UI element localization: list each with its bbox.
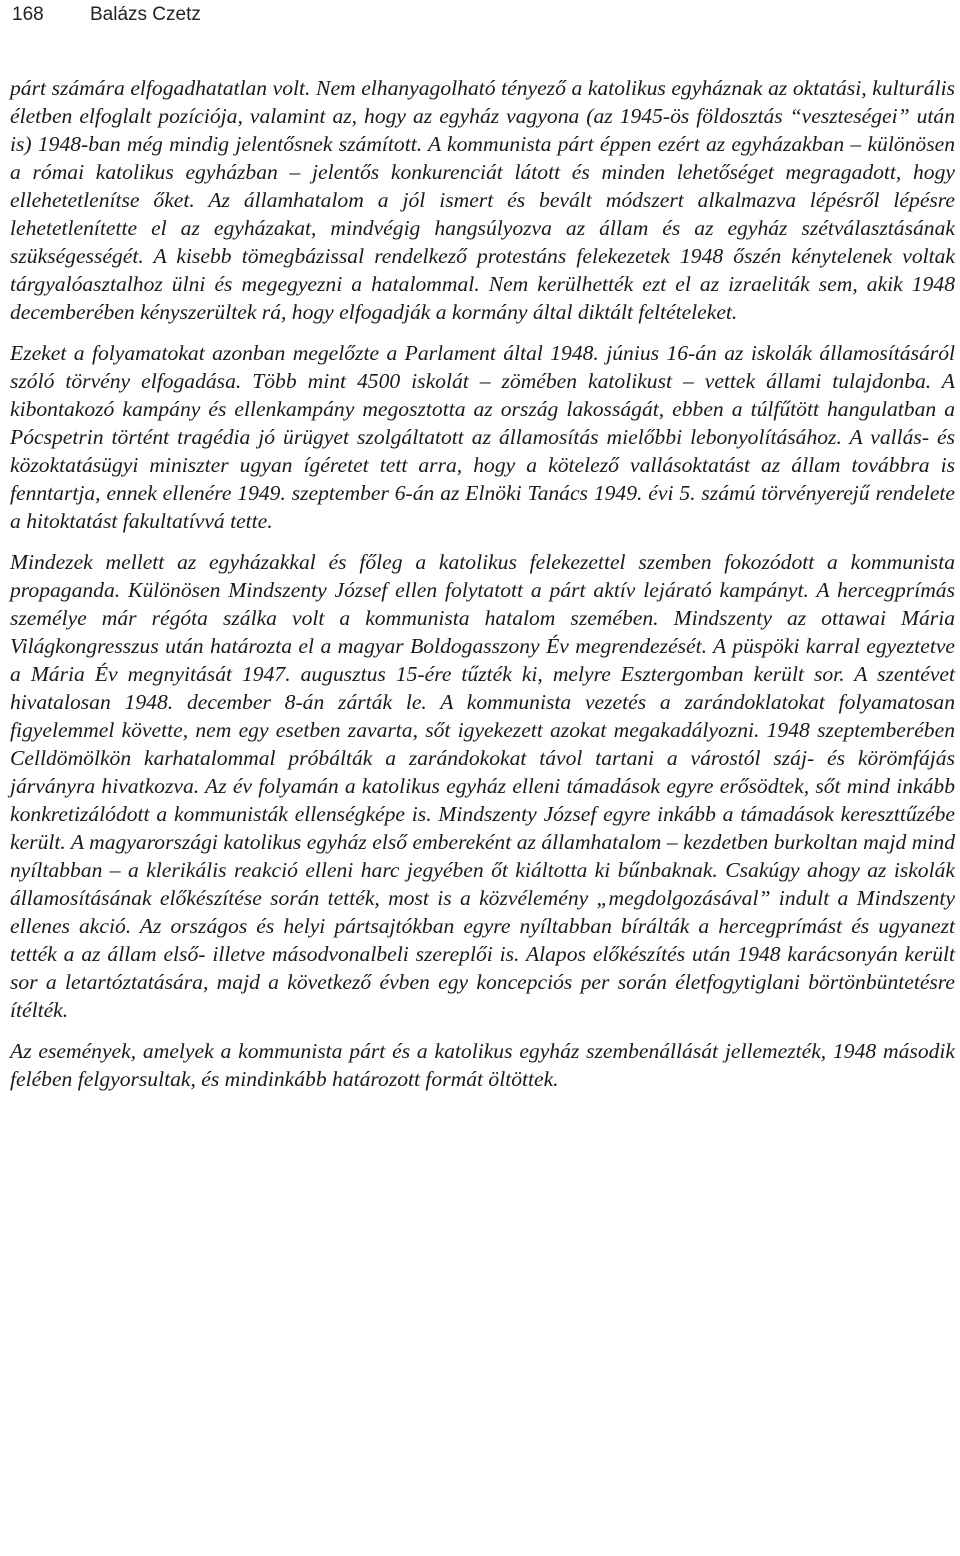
page-header — [12, 0, 201, 30]
paragraph: párt számára elfogadhatatlan volt. Nem elhanyagolható tényező a katolikus egyháznak az oktatási, kulturális életben elfoglalt pozíciója, valamint az, hogy az egyház vagyona (az 1945-ös földosztás “veszteségei” után is) 1948-ban még mindig jelentősnek számított. A kommunista párt éppen ezért az egyházakban – különösen a római katolikus egyházban – jelentős konkurenciát látott és minden lehetőséget megragadott, hogy ellehetetlenítse őket. Az államhatalom a jól ismert és bevált módszert alkalmazva lépésről lépésre lehetetlenítette el az egyházakat, mindvégig hangsúlyozva az állam és az egyház szétválasztásának szükségességét. A kisebb tömegbázissal rendelkező protestáns felekezetek 1948 őszén kénytelenek voltak tárgyalóasztalhoz ülni és megegyezni a hatalommal. Nem kerülhették ezt el az izraeliták sem, akik 1948 decemberében kényszerültek rá, hogy elfogadják a kormány által diktált feltételeket. — [10, 76, 955, 324]
page-number: 168 — [12, 4, 44, 25]
paragraph: Mindezek mellett az egyházakkal és főleg a katolikus felekezettel szemben fokozódott a kommunista propaganda. Különösen Mindszenty József ellen folytatott a párt aktív lejárató kampányt. A hercegprímás személye már régóta szálka volt a kommunista hatalom szemében. Mindszenty az ottawai Mária Világkongresszus után határozta el a magyar Boldogasszony Év megrendezését. A püspöki karral egyeztetve a Mária Év megnyitását 1947. augusztus 15-ére tűzték ki, melyre Esztergomban került sor. A szentévet hivatalosan 1948. december 8-án zárták le. A kommunista vezetés a zarándoklatokat folyamatosan figyelemmel követte, nem egy esetben zavarta, sőt igyekezett azokat megakadályozni. 1948 szeptemberében Celldömölkön karhatalommal próbálták a zarándokokat távol tartani a várostól száj- és körömfájás járványra hivatkozva. Az év folyamán a katolikus egyház elleni támadások egyre erősödtek, sőt mind inkább konkretizálódott a kommunisták ellenségképe is. Mindszenty József egyre inkább a támadások kereszttűzébe került. A magyarországi katolikus egyház első embereként az államhatalom – kezdetben burkoltan majd mind nyíltabban – a klerikális reakció elleni harc jegyében őt kiáltotta ki bűnbaknak. Csakúgy ahogy az iskolák államosításának előkészítése során tették, most is a közvélemény „megdolgozásával” indult a Mindszenty ellenes akció. Az országos és helyi pártsajtókban egyre nyíltabban bírálták a hercegprímást és ugyanezt tették a az állam első- illetve másodvonalbeli szereplői is. Alapos előkészítés után 1948 karácsonyán került sor a letartóztatására, majd a következő évben egy koncepciós per során életfogytiglani börtönbüntetésre ítélték. — [10, 550, 955, 1022]
paragraph: Az események, amelyek a kommunista párt és a katolikus egyház szembenállását jellemezték, 1948 második felében felgyorsultak, és mindinkább határozott formát öltöttek. — [10, 1039, 955, 1091]
running-head-author: Balázs Czetz — [90, 4, 201, 25]
body-text — [10, 74, 955, 1093]
paragraph: Ezeket a folyamatokat azonban megelőzte a Parlament által 1948. június 16-án az iskolák államosításáról szóló törvény elfogadása. Több mint 4500 iskolát – zömében katolikust – vettek állami tulajdonba. A kibontakozó kampány és ellenkampány megosztotta az ország lakosságát, ebben a túlfűtött hangulatban a Pócspetrin történt tragédia jó ürügyet szolgáltatott az államosítás mielőbbi lebonyolításához. A vallás- és közoktatásügyi miniszter ugyan ígéretet tett arra, hogy a kötelező vallásoktatást az állam továbbra is fenntartja, ennek ellenére 1949. szeptember 6-án az Elnöki Tanács 1949. évi 5. számú törvényerejű rendelete a hitoktatást fakultatívvá tette. — [10, 341, 955, 533]
